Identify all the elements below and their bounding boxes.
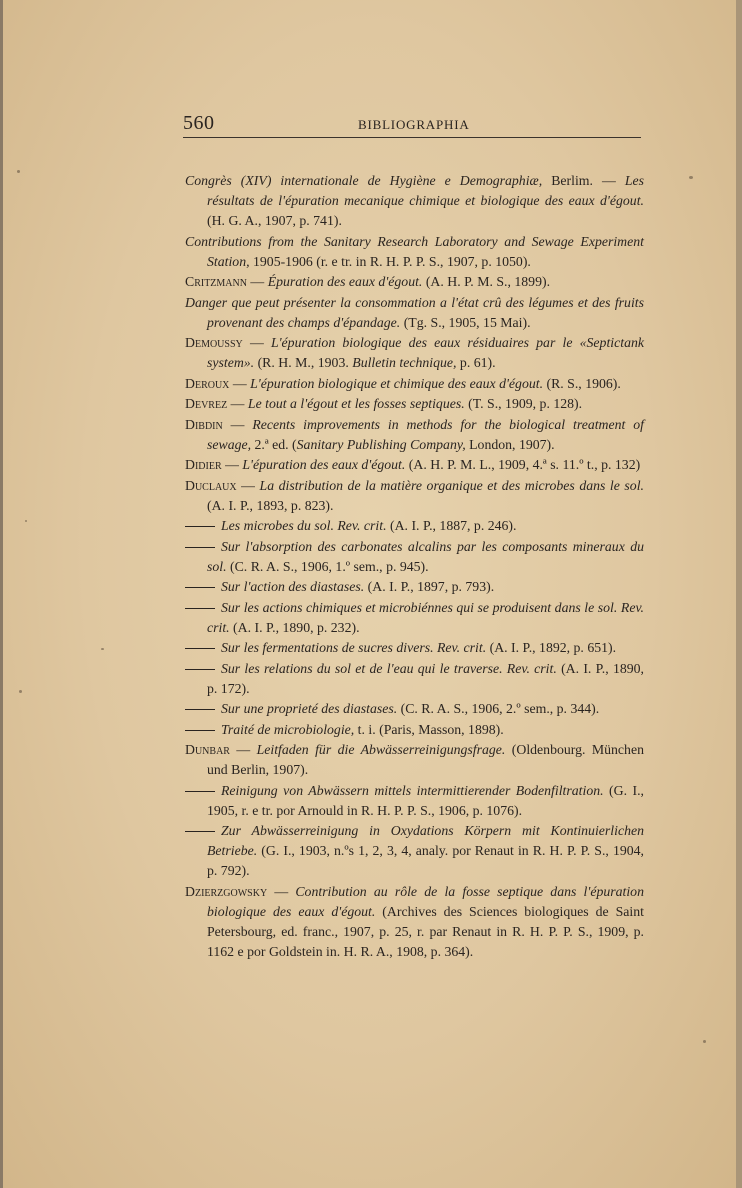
entry-citation: (C. R. A. S., 1906, 2.º sem., p. 344). [397,701,600,716]
ditto-dash [185,791,215,792]
bibliography-entry [185,659,644,699]
bibliography-list [185,171,644,962]
ditto-dash [185,709,215,710]
ditto-dash [185,669,215,670]
author-separator: — [227,396,248,411]
entry-title: Sur les actions chimiques et microbiénnes qui se produisent dans le sol. Rev. crit. [207,599,644,635]
entry-title: Épuration des eaux d'égout. [267,274,423,289]
running-title: BIBLIOGRAPHIA [358,117,470,132]
entry-title-secondary: Bulletin technique, [352,355,457,370]
author-separator: — [242,335,271,350]
paper-speck [25,520,27,522]
bibliography-entry [185,415,644,455]
entry-citation: (A. I. P., 1890, p. 232). [229,619,360,635]
author-separator: — [222,416,253,432]
bibliography-entry [185,577,644,597]
ditto-dash [185,831,215,832]
entry-title-secondary: Les résultats de l'épuration mecanique chimique et biologique des eaux d'égout. [207,173,644,208]
entry-citation: (G. I., 1903, n.ºs 1, 2, 3, 4, analy. por Renaut in R. H. P. P. S., 1904, p. 792). [207,843,644,878]
author-separator: — [267,883,296,899]
entry-title: Sur les relations du sol et de l'eau qui le traverse. Rev. crit. [221,660,557,676]
author-separator: — [229,742,257,757]
ditto-dash [185,730,215,731]
page-number: 560 [183,112,215,134]
bibliography-entry [185,374,644,394]
ditto-dash [185,587,215,588]
entry-citation: (Oldenbourg. München und Berlin, 1907). [207,742,644,777]
entry-title: Leitfaden für die Abwässerreinigungsfrage. [256,742,506,757]
bibliography-entry [185,537,644,577]
entry-title-secondary: Sanitary Publishing Company, [296,436,466,452]
bibliography-entry [185,272,644,292]
paper-speck [17,170,20,173]
entry-title: Congrès (XIV) internationale de Hygiène e Demographiæ, [185,173,543,188]
entry-title: Reinigung von Abwässern mittels intermittierender Bodenfiltration. [221,782,604,798]
entry-citation: (R. S., 1906). [543,375,621,391]
entry-citation: 2.ª ed. ( [251,436,297,452]
entry-citation: (A. I. P., 1890, p. 172). [207,660,645,696]
entry-title: Zur Abwässerreinigung in Oxydations Körpern mit Kontinuierlichen Betriebe. [207,823,644,858]
ditto-dash [185,526,215,527]
paper-speck [703,1040,706,1043]
entry-citation-secondary: p. 61). [456,355,496,370]
bibliography-entry [185,699,644,719]
entry-title: Recents improvements in methods for the biological treatment of sewage, [207,416,644,452]
entry-citation: Berlim. — [542,173,625,188]
bibliography-entry [185,171,644,231]
author-separator: — [229,375,251,391]
entry-citation: (A. H. P. M. S., 1899). [422,274,551,289]
bibliography-entry [185,516,644,536]
entry-author: Deroux [185,375,230,391]
entry-title: L'épuration biologique des eaux résiduaires par le «Septictank system». [207,335,644,370]
header-rule [183,137,641,138]
entry-citation: (Archives des Sciences biologiques de Saint Petersbourg, ed. franc., 1907, p. 25, r. par Renaut in R. H. P. P. S., 1909, p. 1162 e por Goldstein in. H. R. A., 1908, p. 364). [207,903,644,959]
entry-citation: t. i. (Paris, Masson, 1898). [354,721,504,737]
ditto-dash [185,648,215,649]
bibliography-entry [185,333,644,373]
entry-citation-secondary: (H. G. A., 1907, p. 741). [207,213,342,228]
bibliography-entry [185,638,644,658]
entry-title: La distribution de la matière organique et des microbes dans le sol. [259,477,644,493]
entry-author: Duclaux [185,477,237,493]
entry-title: Contributions from the Sanitary Research Laboratory and Sewage Experiment Station, [185,233,644,269]
entry-title: Traité de microbiologie, [221,721,355,737]
author-separator: — [236,477,260,493]
entry-citation: (A. H. P. M. L., 1909, 4.ª s. 11.º t., p. 132) [405,457,641,472]
entry-author: Dunbar [185,742,230,757]
bibliography-entry [185,720,644,740]
bibliography-entry [185,821,644,881]
entry-citation: (T. S., 1909, p. 128). [464,396,583,411]
entry-citation: (R. H. M., 1903. [254,355,353,370]
entry-citation: (A. I. P., 1887, p. 246). [386,518,517,533]
entry-title: Danger que peut présenter la consommation a l'état crû des légumes et des fruits provenant des champs d'épandage. [185,294,644,330]
entry-citation: (A. I. P., 1897, p. 793). [364,579,495,594]
ditto-dash [185,547,215,548]
entry-citation: 1905-1906 (r. e tr. in R. H. P. P. S., 1907, p. 1050). [249,253,531,269]
entry-author: Dibdin [185,416,223,432]
entry-title: Sur une proprieté des diastases. [221,701,398,716]
entry-title: L'épuration des eaux d'égout. [242,457,406,472]
author-separator: — [246,274,268,289]
entry-author: Demoussy [185,335,243,350]
bibliography-entry [185,740,644,780]
paper-speck [19,690,22,693]
entry-title: L'épuration biologique et chimique des eaux d'égout. [250,375,544,391]
entry-author: Didier [185,457,222,472]
bibliography-entry [185,781,644,821]
entry-author: Devrez [185,396,228,411]
entry-author: Critzmann [185,274,247,289]
bibliography-entry [185,476,644,516]
bibliography-entry [185,293,644,333]
entry-title: Sur l'action des diastases. [221,579,365,594]
entry-citation: (Tg. S., 1905, 15 Mai). [400,314,531,330]
ditto-dash [185,608,215,609]
entry-citation: (A. I. P., 1893, p. 823). [207,497,334,513]
entry-citation: (G. I., 1905, r. e tr. por Arnould in R. H. P. P. S., 1906, p. 1076). [207,782,644,818]
bibliography-entry [185,455,644,475]
entry-title: Le tout a l'égout et les fosses septiques. [247,396,465,411]
entry-citation-secondary: London, 1907). [465,436,555,452]
bibliography-entry [185,882,644,962]
entry-title: Les microbes du sol. Rev. crit. [221,518,387,533]
paper-speck [101,648,104,650]
entry-title: Sur l'absorption des carbonates alcalins par les composants mineraux du sol. [207,538,644,574]
bibliography-entry [185,232,644,272]
entry-author: Dzierzgowsky [185,883,268,899]
paper-speck [689,176,693,179]
author-separator: — [221,457,243,472]
bibliography-entry [185,394,644,414]
entry-citation: (C. R. A. S., 1906, 1.º sem., p. 945). [226,558,429,574]
entry-title: Contribution au rôle de la fosse septique dans l'épuration biologique des eaux d'égout. [207,883,644,919]
entry-citation: (A. I. P., 1892, p. 651). [486,640,617,655]
entry-title: Sur les fermentations de sucres divers. Rev. crit. [221,640,487,655]
bibliography-entry [185,598,644,638]
